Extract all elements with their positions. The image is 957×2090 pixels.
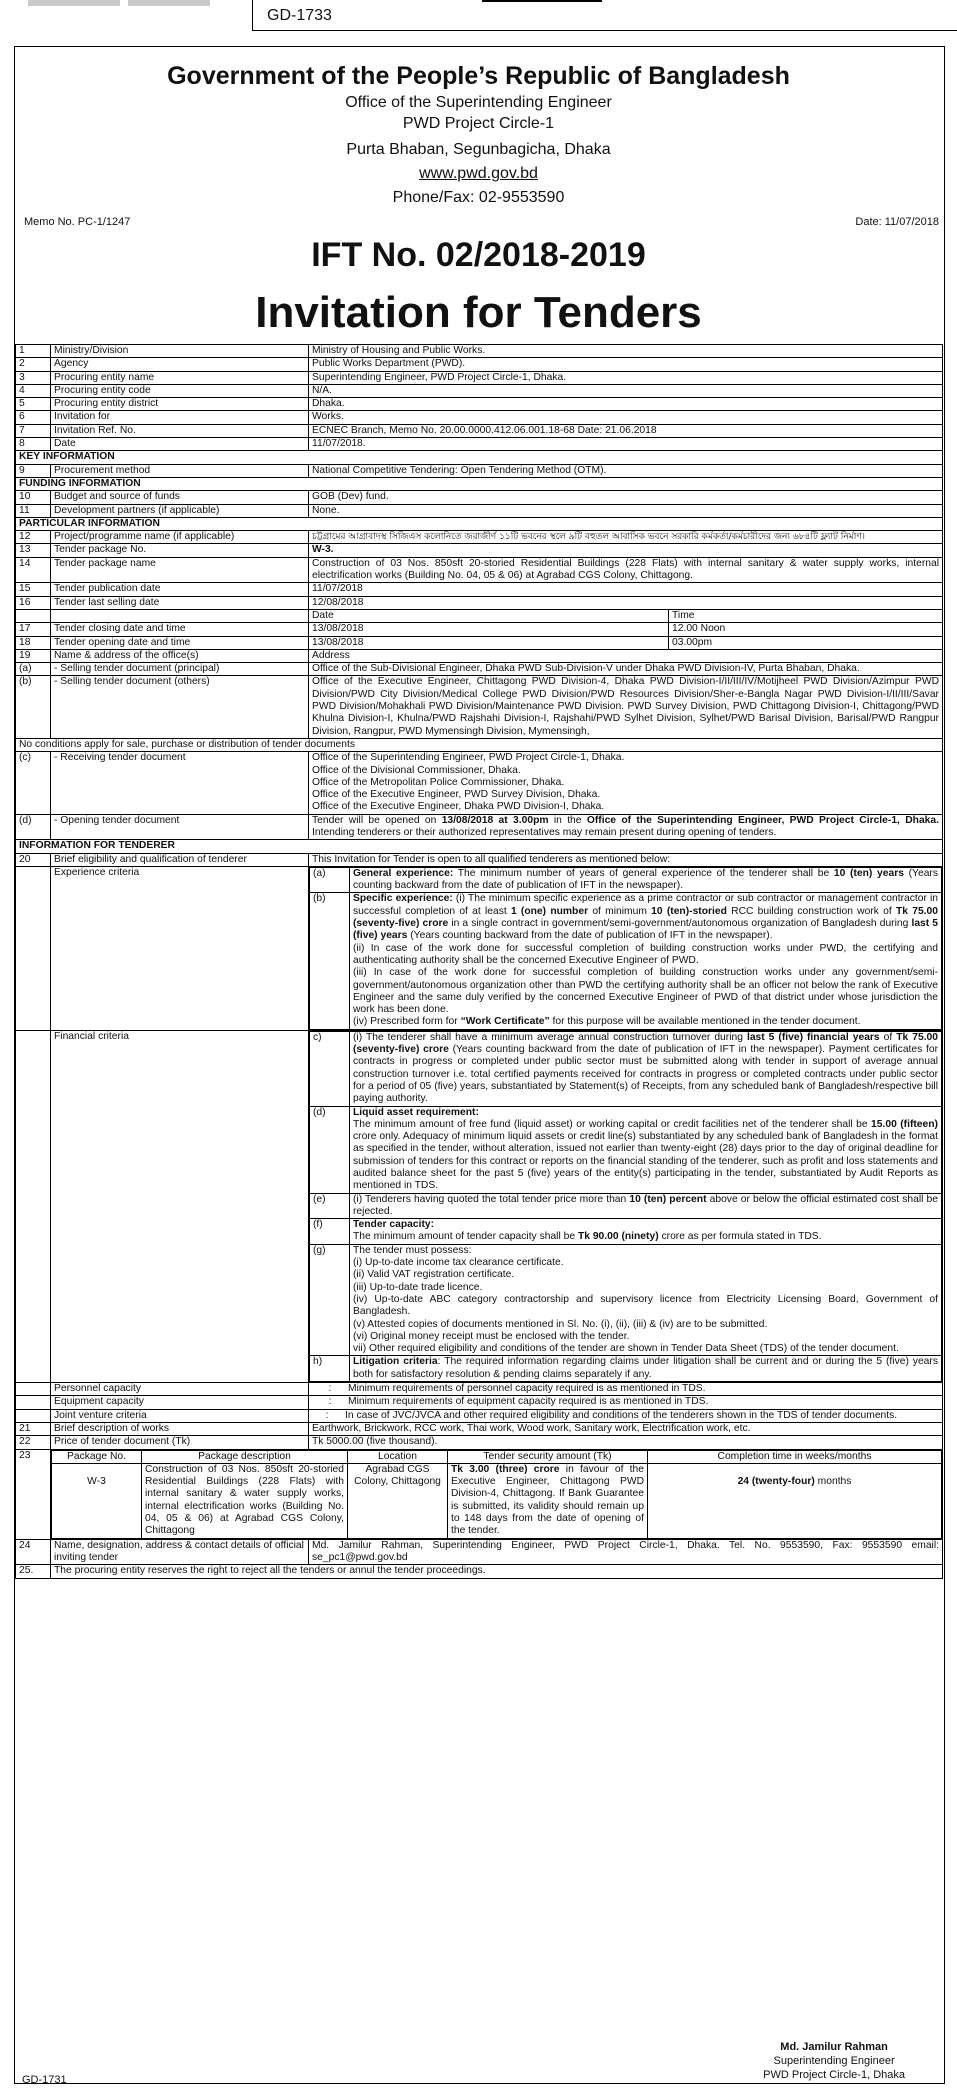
government-title: Government of the People’s Republic of Bangladesh xyxy=(167,62,790,90)
section-heading: FUNDING INFORMATION xyxy=(16,477,943,490)
phone-fax: Phone/Fax: 02-9553590 xyxy=(392,189,565,206)
ift-number: IFT No. 02/2018-2019 xyxy=(311,236,646,274)
table-row: 25. The procuring entity reserves the right to reject all the tenders or annul the tender proceedings. xyxy=(16,1565,943,1578)
table-row: 8 Date 11/07/2018. xyxy=(16,438,943,451)
table-row: (a) - Selling tender document (principal) Office of the Sub-Divisional Engineer, Dhaka PWD Sub-Division-V under Dhaka PWD Division-IV, Purta Bhaban, Dhaka. xyxy=(16,663,943,676)
clipping-remnant xyxy=(128,0,210,6)
table-row: 11 Development partners (if applicable) None. xyxy=(16,504,943,517)
table-row: 7 Invitation Ref. No. ECNEC Branch, Memo No. 20.00.0000.412.06.001.18-68 Date: 21.06.2018 xyxy=(16,424,943,437)
clipping-remnant xyxy=(28,0,120,6)
table-row: 24 Name, designation, address & contact details of official inviting tender Md. Jamilur Rahman, Superintending Engineer, PWD Project Circle-1, Dhaka. Tel. No. 9553590, Fax: 9553590 email: se_pc1@pwd.gov.bd xyxy=(16,1539,943,1565)
memo-number: Memo No. PC-1/1247 xyxy=(24,216,131,228)
section-heading: PARTICULAR INFORMATION xyxy=(16,517,943,530)
package-table-row: 23 Package No. Package description Location Tender security amount (Tk) Completion time in weeks/months W-3 Construction of 03 Nos. 850sft 20-storied Residential Buildings (228 Flats) with internal sanitary & water supply works, internal electrification works (Building No. 04, 05 & 06) at Agrabad CGS Colony, Chittagong Agrabad CGS Colony, Chittagong Tk 3.00 (three) crore in favour of the Executive Engineer, Chittagong PWD Division-4, Chittagong. If Bank Guarantee is submitted, its validity should remain up to 148 days from the date of opening of the tender. 24 (twenty-four) months xyxy=(16,1449,943,1539)
top-strip xyxy=(0,0,957,38)
table-row: Personnel capacity : Minimum requirements of personnel capacity required is as mentioned in TDS. xyxy=(16,1383,943,1396)
table-row: 1 Ministry/Division Ministry of Housing and Public Works. xyxy=(16,345,943,358)
website-link[interactable]: www.pwd.gov.bd xyxy=(419,165,538,182)
experience-criteria-row: Experience criteria (a) General experience: The minimum number of years of general experience of the tenderer shall be 10 (ten) years (Years counting backward from the date of publication of IFT in the newspaper). (b) Specific experience: (i) The minimum specific experience as a prime contractor or sub contractor or management contractor in successful completion of at least 1 (one) number of minimum 10 (ten)-storied RCC building construction work of Tk 75.00 (seventy-five) crore in a single contract in government/semi-government/autonomous organization of Bangladesh during last 5 (five) years (Years counting backward from the date of publication of IFT in the newspaper). (ii) In case of the work done for successful completion of building construction works under PWD, the certifying and authenticating authority shall be the concerned Executive Engineer of PWD. (iii) In case of the work done for successful completion of building construction works under any government/semi-government/autonomous organization other than PWD the certifying authority shall be an officer not below the rank of Executive Engineer and the same duly verified by the concerned Executive Engineer of PWD of that district under whose jurisdiction the work has been done. (iv) Prescribed form for “Work Certificate” for this purpose will be available mentioned in the tender document. xyxy=(16,866,943,1030)
office-name: Office of the Superintending Engineer xyxy=(345,94,612,111)
signatory-office: PWD Project Circle-1, Dhaka xyxy=(763,2069,905,2081)
table-row: 21 Brief description of works Earthwork, Brickwork, RCC work, Thai work, Wood work, Sanitary work, Electrification work, etc. xyxy=(16,1422,943,1435)
table-row: 18 Tender opening date and time 13/08/2018 03.00pm xyxy=(16,636,943,649)
document-title: Invitation for Tenders xyxy=(255,288,702,337)
circle-name: PWD Project Circle-1 xyxy=(402,115,555,132)
table-row: 20 Brief eligibility and qualification of tenderer This Invitation for Tender is open to all qualified tenderers as mentioned below: xyxy=(16,853,943,866)
table-row: 17 Tender closing date and time 13/08/2018 12.00 Noon xyxy=(16,623,943,636)
table-row: 12 Project/programme name (if applicable) চট্টগ্রামের আগ্রাবাদস্থ সিজিএস কলোনিতে জরাজীর্ণ ১১টি ভবনের স্থলে ৯টি বহুতল আবাসিক ভবনে সরকারি কর্মকর্তা/কর্মচারীদের জন্য ৬৮৪টি ফ্ল্যাট নির্মাণ। xyxy=(16,531,943,544)
table-row: 3 Procuring entity name Superintending Engineer, PWD Project Circle-1, Dhaka. xyxy=(16,371,943,384)
signatory-name: Md. Jamilur Rahman xyxy=(780,2041,888,2053)
table-row: 10 Budget and source of funds GOB (Dev) fund. xyxy=(16,491,943,504)
table-row: 15 Tender publication date 11/07/2018 xyxy=(16,583,943,596)
table-row: 9 Procurement method National Competitive Tendering: Open Tendering Method (OTM). xyxy=(16,464,943,477)
table-row: 14 Tender package name Construction of 03 Nos. 850sft 20-storied Residential Buildings (228 Flats) with internal sanitary & water supply works, internal electrification works (Building No. 04, 05 & 06) at Agrabad CGS Colony, Chittagong. xyxy=(16,557,943,583)
section-heading: INFORMATION FOR TENDERER xyxy=(16,840,943,853)
memo-date: Date: 11/07/2018 xyxy=(855,216,939,228)
table-row: Equipment capacity : Minimum requirements of equipment capacity required is as mentioned in TDS. xyxy=(16,1396,943,1409)
package-table: Package No. Package description Location Tender security amount (Tk) Completion time in weeks/months W-3 Construction of 03 Nos. 850sft 20-storied Residential Buildings (228 Flats) with internal sanitary & water supply works, internal electrification works (Building No. 04, 05 & 06) at Agrabad CGS Colony, Chittagong Agrabad CGS Colony, Chittagong Tk 3.00 (three) crore in favour of the Executive Engineer, Chittagong PWD Division-4, Chittagong. If Bank Guarantee is submitted, its validity should remain up to 148 days from the date of opening of the tender. 24 (twenty-four) months xyxy=(51,1450,942,1539)
gd-code-bottom: GD-1731 xyxy=(22,2074,67,2086)
tender-table xyxy=(15,344,943,1579)
financial-criteria-row: Financial criteria c) (i) The tenderer shall have a minimum average annual construction turnover during last 5 (five) financial years of Tk 75.00 (seventy-five) crore (Years counting backward from the date of publication of IFT in the newspaper). Payment certificates for contracts in progress or completed under public sector must be submitted along with tender in support of average annual construction turnover i.e. total certified payments received for contracts in progress or completed contracts under public sector for a period of 05 (five) years, substantiated by Statement(s) of Receipts, from any scheduled bank of Bangladesh/respective bill paying authority. (d) Liquid asset requirement: The minimum amount of free fund (liquid asset) or working capital or credit facilities net of the tenderer shall be 15.00 (fifteen) crore only. Adequacy of minimum liquid assets or credit line(s) substantiated by any scheduled bank of Bangladesh in the format as specified in the tender, without alteration, issued not earlier than twenty-eight (28) days prior to the day of original deadline for submission of tenders for this contract or reports on the financial standing of the tenderer, such as profit and loss statements and audited balance sheet for the past 5 (five) years of the entity(s) participating in the tender, substantiated by Audit Reports as mentioned in TDS. (e) (i) Tenderers having quoted the total tender price more than 10 (ten) percent above or below the official estimated cost shall be rejected. (f) Tender capacity: The minimum amount of tender capacity shall be Tk 90.00 (ninety) crore as per formula stated in TDS. (g) The tender must possess: (i) Up-to-date income tax clearance certificate. (ii) Valid VAT registration certificate. (iii) Up-to-date trade licence. (iv) Up-to-date ABC category contractorship and supervisory licence from Electricity Licensing Board, Government of Bangladesh. (v) Attested copies of documents mentioned in Sl. No. (i), (ii), (iii) & (iv) are to be submitted. (vi) Original money receipt must be enclosed with the tender. vii) Other required eligibility and conditions of the tender are shown in Tender Data Sheet (TDS) of the tender document. h) Litigation criteria: The required information regarding claims under litigation shall be current and or during the 5 (five) years both for satisfactory resolution & pending claims separately if any. xyxy=(16,1030,943,1382)
table-row: 13 Tender package No. W-3. xyxy=(16,544,943,557)
signature-block xyxy=(763,2040,905,2082)
table-row: 6 Invitation for Works. xyxy=(16,411,943,424)
table-row: 19 Name & address of the office(s) Address xyxy=(16,649,943,662)
table-row: 22 Price of tender document (Tk) Tk 5000.00 (five thousand). xyxy=(16,1436,943,1449)
table-row: Date Time xyxy=(16,609,943,622)
table-row: (c) - Receiving tender document Office of the Superintending Engineer, PWD Project Circle-1, Dhaka. Office of the Divisional Commissioner, Dhaka. Office of the Metropolitan Police Commissioner, Dhaka. Office of the Executive Engineer, PWD Survey Division, Dhaka. Office of the Executive Engineer, Dhaka PWD Division-I, Dhaka. xyxy=(16,752,943,814)
table-row: Joint venture criteria : In case of JVC/JVCA and other required eligibility and conditions of the tenderers shown in the TDS of tender documents. xyxy=(16,1409,943,1422)
table-row: (d) - Opening tender document Tender will be opened on 13/08/2018 at 3.00pm in the Office of the Superintending Engineer, PWD Project Circle-1, Dhaka. Intending tenderers or their authorized representatives may remain present during opening of tenders. xyxy=(16,814,943,840)
gd-code-top: GD-1733 xyxy=(267,7,332,24)
gd-code-box xyxy=(252,0,957,31)
table-row: (b) - Selling tender document (others) Office of the Executive Engineer, Chittagong PWD Division-4, Dhaka PWD Division-I/II/III/IV/Motijheel PWD Division/Azimpur PWD Division/PWD City Division/Medical College PWD Division/PWD Resources Division/Sher-e-Bangla Nagar PWD Division-I/II/III/Savar PWD Division/Mohakhali PWD Division/Maintenance PWD Division. PWD Survey Division, PWD Chittagong Division-I, Chittagong/PWD Khulna Division-I, Khulna/PWD Rajshahi Division-I, Rajshahi/PWD Sylhet Division, Sylhet/PWD Barisal Division, Barisal/PWD Rangpur Division, Rangpur, PWD Mymensingh Division, Mymensingh, xyxy=(16,676,943,738)
signatory-designation: Superintending Engineer xyxy=(773,2055,895,2067)
table-row: 5 Procuring entity district Dhaka. xyxy=(16,398,943,411)
table-row: 4 Procuring entity code N/A. xyxy=(16,384,943,397)
table-row: No conditions apply for sale, purchase or distribution of tender documents xyxy=(16,738,943,751)
table-row: 2 Agency Public Works Department (PWD). xyxy=(16,358,943,371)
section-heading: KEY INFORMATION xyxy=(16,451,943,464)
table-row: 16 Tender last selling date 12/08/2018 xyxy=(16,596,943,609)
office-address: Purta Bhaban, Segunbagicha, Dhaka xyxy=(346,141,611,158)
